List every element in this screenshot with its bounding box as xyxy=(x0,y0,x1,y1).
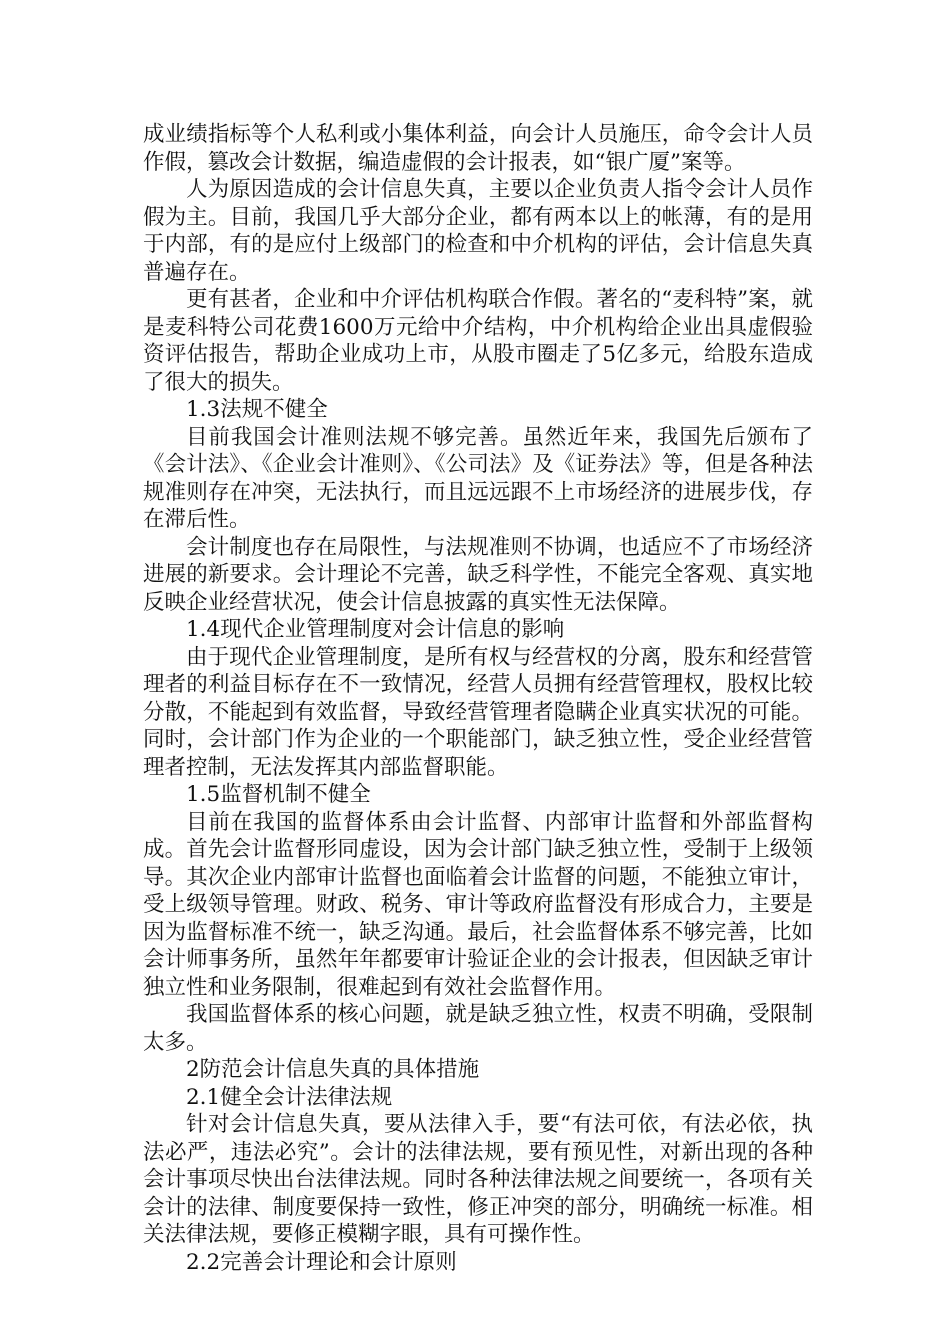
section-heading: 1.4现代企业管理制度对会计信息的影响 xyxy=(186,617,565,642)
paragraph: 会计制度也存在局限性，与法规准则不协调，也适应不了市场经济进展的新要求。会计理论不完善，缺乏科学性，不能完全客观、真实地反映企业经营状况，使会计信息披露的真实性无法保障。 xyxy=(143,534,813,615)
paragraph: 我国监督体系的核心问题，就是缺乏独立性，权责不明确，受限制太多。 xyxy=(143,1002,813,1055)
section-heading: 2.1健全会计法律法规 xyxy=(186,1084,393,1110)
section-heading: 2防范会计信息失真的具体措施 xyxy=(186,1057,480,1082)
section-heading: 1.3法规不健全 xyxy=(186,397,328,422)
paragraph: 由于现代企业管理制度，是所有权与经营权的分离，股东和经营管理者的利益目标存在不一致情况，经营人员拥有经营管理权，股权比较分散，不能起到有效监督，导致经营管理者隐瞒企业真实状况的可能。同时，会计部门作为企业的一个职能部门，缺乏独立性，受企业经营管理者控制，无法发挥其内部监督职能。 xyxy=(143,644,813,780)
paragraph: 针对会计信息失真，要从法律入手，要“有法可依，有法必依，执法必严，违法必究”。会计的法律法规，要有预见性，对新出现的各种会计事项尽快出台法律法规。同时各种法律法规之间要统一，各项有关会计的法律、制度要保持一致性，修正冲突的部分，明确统一标准。相关法律法规，要修正模糊字眼，具有可操作性。 xyxy=(143,1112,813,1247)
paragraph: 目前在我国的监督体系由会计监督、内部审计监督和外部监督构成。首先会计监督形同虚设，因为会计部门缺乏独立性，受制于上级领导。其次企业内部审计监督也面临着会计监督的问题，不能独立审计，受上级领导管理。财政、税务、审计等政府监督没有形成合力，主要是因为监督标准不统一，缺乏沟通。最后，社会监督体系不够完善，比如会计师事务所，虽然年年都要审计验证企业的会计报表，但因缺乏审计独立性和业务限制，很难起到有效社会监督作用。 xyxy=(143,809,813,1000)
paragraph: 人为原因造成的会计信息失真，主要以企业负责人指令会计人员作假为主。目前，我国几乎大部分企业，都有两本以上的帐薄，有的是用于内部，有的是应付上级部门的检查和中介机构的评估，会计信息失真普遍存在。 xyxy=(143,177,813,285)
section-heading: 2.2完善会计理论和会计原则 xyxy=(186,1249,457,1275)
paragraph: 目前我国会计准则法规不够完善。虽然近年来，我国先后颁布了《会计法》、《企业会计准则》、《公司法》及《证券法》等，但是各种法规准则存在冲突，无法执行，而且远远跟不上市场经济的进展步伐，存在滞后性。 xyxy=(143,424,813,532)
paragraph: 更有甚者，企业和中介评估机构联合作假。著名的“麦科特”案，就是麦科特公司花费1600万元给中介结构，中介机构给企业出具虚假验资评估报告，帮助企业成功上市，从股市圈走了5亿多元，给股东造成了很大的损失。 xyxy=(143,287,813,395)
section-heading: 1.5监督机制不健全 xyxy=(186,782,371,807)
paragraph: 成业绩指标等个人私利或小集体利益，向会计人员施压，命令会计人员作假，篡改会计数据，编造虚假的会计报表，如“银广厦”案等。 xyxy=(143,122,813,175)
document-page xyxy=(143,121,813,1276)
